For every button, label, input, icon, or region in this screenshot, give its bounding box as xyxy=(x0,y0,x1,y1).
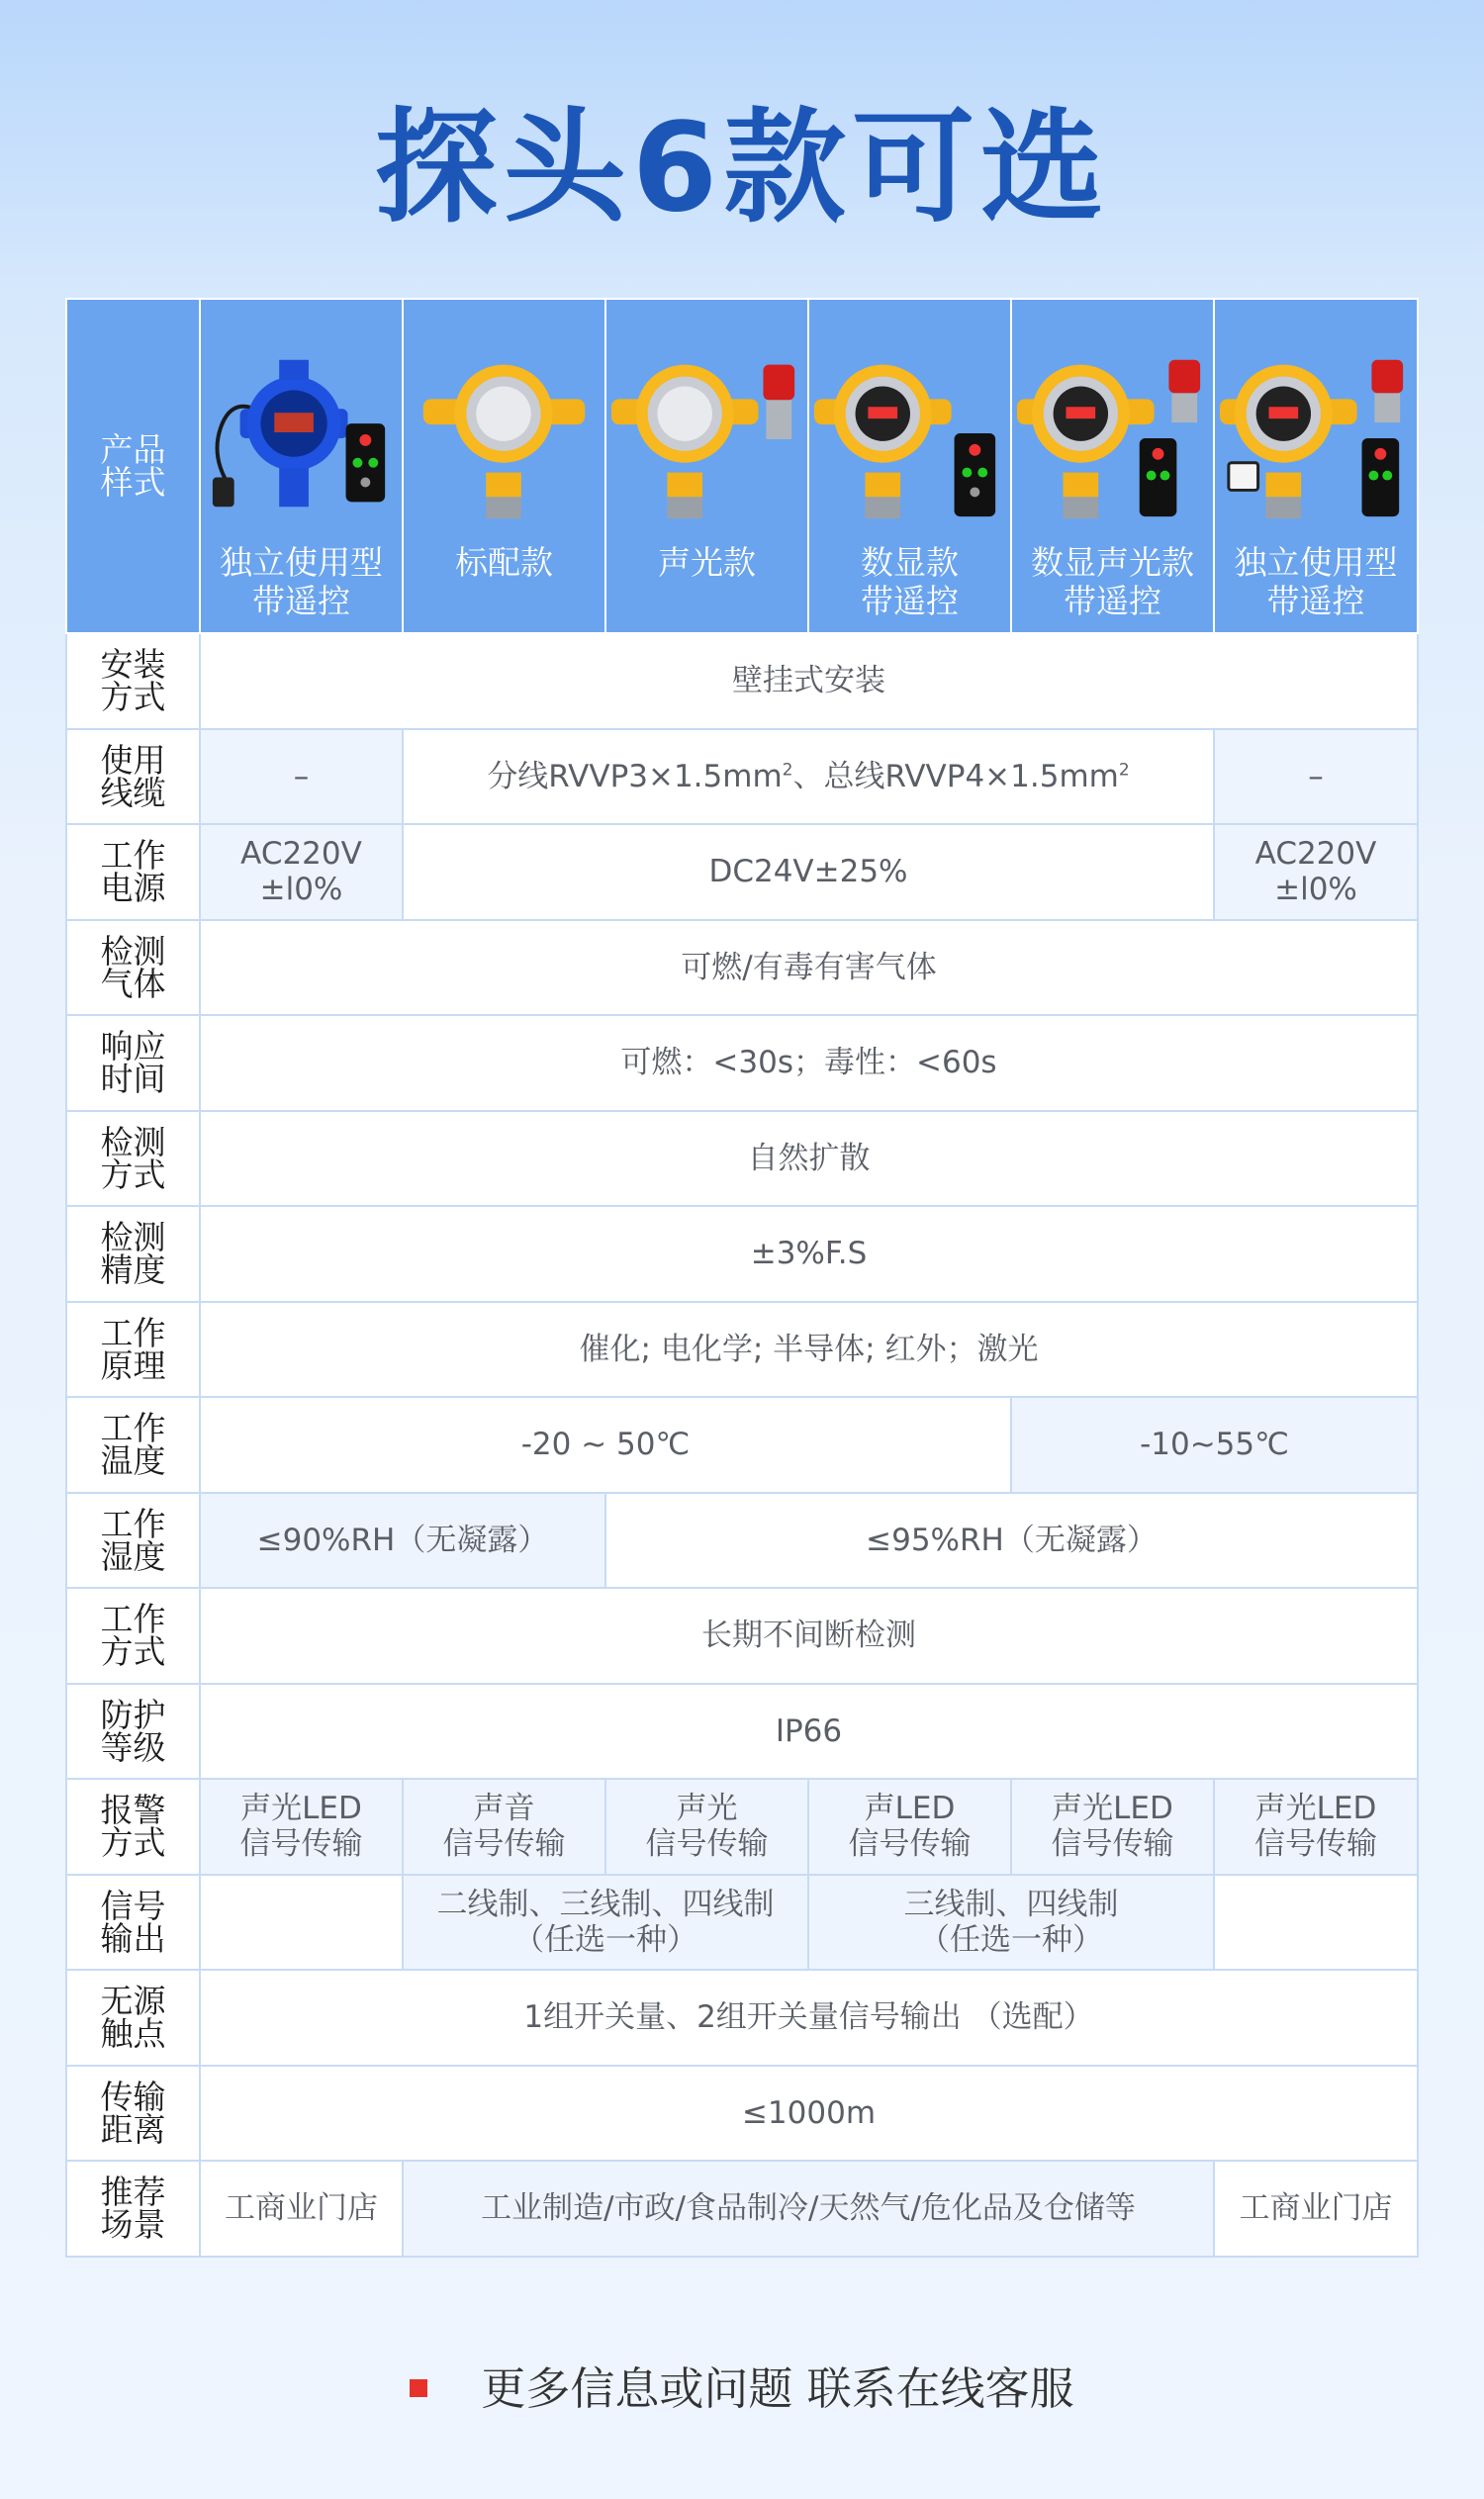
table-header-row xyxy=(66,299,1418,633)
table-row-cable xyxy=(66,729,1418,825)
row-value-middle: DC24V±25% xyxy=(403,824,1214,920)
row-label: 检测 方式 xyxy=(66,1111,200,1207)
row-value-right: -10~55℃ xyxy=(1011,1397,1418,1493)
temp-left-text: -20 ~ 50℃ xyxy=(520,1427,691,1463)
row-label: 工作 温度 xyxy=(66,1397,200,1493)
row-value: 催化; 电化学; 半导体; 红外；激光 xyxy=(200,1302,1418,1398)
row-label: 工作 湿度 xyxy=(66,1493,200,1589)
table-row-temperature xyxy=(66,1397,1418,1493)
product-cell xyxy=(1214,299,1418,633)
red-square-bullet-icon xyxy=(410,2379,427,2397)
table-row-scenario xyxy=(66,2161,1418,2257)
row-label: 防护 等级 xyxy=(66,1684,200,1780)
product-cell xyxy=(1011,299,1214,633)
table-row-power xyxy=(66,824,1418,920)
table-row-alarm xyxy=(66,1779,1418,1875)
row-value-middle: 工业制造/市政/食品制冷/天然气/危化品及仓储等 xyxy=(403,2161,1214,2257)
row-value: 可燃/有毒有害气体 xyxy=(200,920,1418,1016)
row-label: 响应 时间 xyxy=(66,1015,200,1111)
table-row-principle xyxy=(66,1302,1418,1398)
product-image-display-detector xyxy=(809,339,1010,527)
product-cell xyxy=(605,299,808,633)
product-image-alarm-light-detector xyxy=(606,339,807,527)
alarm-cell: 声LED 信号传输 xyxy=(808,1779,1011,1875)
row-value: 自然扩散 xyxy=(200,1111,1418,1207)
row-label: 无源 触点 xyxy=(66,1970,200,2066)
row-label: 信号 输出 xyxy=(66,1875,200,1971)
product-name: 声光款 xyxy=(658,543,756,582)
product-name: 数显声光款 带遥控 xyxy=(1031,543,1194,620)
product-cell xyxy=(200,299,403,633)
alarm-cell: 声音 信号传输 xyxy=(403,1779,605,1875)
table-row-contact xyxy=(66,1970,1418,2066)
row-value-middle-b: 三线制、四线制 （任选一种） xyxy=(808,1875,1214,1971)
row-value-left: AC220V ±l0% xyxy=(200,824,403,920)
row-label: 报警 方式 xyxy=(66,1779,200,1875)
header-label: 产品 样式 xyxy=(66,299,200,633)
row-value-left xyxy=(200,1397,1011,1493)
table-row-signal xyxy=(66,1875,1418,1971)
product-image-standard-detector xyxy=(404,339,604,527)
cable-text-a: 分线RVVP3×1.5mm xyxy=(487,758,783,794)
superscript: 2 xyxy=(1118,760,1130,781)
row-label: 安装 方式 xyxy=(66,633,200,729)
row-value: 1组开关量、2组开关量信号输出 （选配） xyxy=(200,1970,1418,2066)
product-name: 标配款 xyxy=(455,543,553,582)
product-cell xyxy=(808,299,1011,633)
alarm-cell: 声光LED 信号传输 xyxy=(1011,1779,1214,1875)
product-name: 独立使用型 带遥控 xyxy=(1234,543,1398,620)
superscript: 2 xyxy=(782,760,793,781)
row-label: 推荐 场景 xyxy=(66,2161,200,2257)
row-value-right: 工商业门店 xyxy=(1214,2161,1418,2257)
row-label: 检测 气体 xyxy=(66,920,200,1016)
row-label: 传输 距离 xyxy=(66,2066,200,2162)
alarm-cell: 声光LED 信号传输 xyxy=(200,1779,403,1875)
table-row-response xyxy=(66,1015,1418,1111)
table-row-accuracy xyxy=(66,1206,1418,1302)
row-value-left: ≤90%RH（无凝露） xyxy=(200,1493,605,1589)
row-label: 工作 方式 xyxy=(66,1588,200,1684)
table-row-method xyxy=(66,1111,1418,1207)
product-name: 独立使用型 带遥控 xyxy=(220,543,383,620)
row-value-middle xyxy=(403,729,1214,825)
row-value-left: – xyxy=(200,729,403,825)
row-value-right: AC220V ±l0% xyxy=(1214,824,1418,920)
product-name: 数显款 带遥控 xyxy=(861,543,959,620)
row-label: 工作 电源 xyxy=(66,824,200,920)
alarm-cell: 声光 信号传输 xyxy=(605,1779,808,1875)
row-value-right xyxy=(1214,1875,1418,1971)
row-value-right: ≤95%RH（无凝露） xyxy=(605,1493,1418,1589)
alarm-cell: 声光LED 信号传输 xyxy=(1214,1779,1418,1875)
product-cell xyxy=(403,299,605,633)
table-row-mode xyxy=(66,1588,1418,1684)
row-value-left xyxy=(200,1875,403,1971)
table-row-distance xyxy=(66,2066,1418,2162)
row-value: 可燃：<30s；毒性：<60s xyxy=(200,1015,1418,1111)
page-title: 探头6款可选 xyxy=(374,97,1110,239)
row-value-left: 工商业门店 xyxy=(200,2161,403,2257)
row-label: 检测 精度 xyxy=(66,1206,200,1302)
cable-text-b: 、总线RVVP4×1.5mm xyxy=(792,758,1119,794)
row-label: 使用 线缆 xyxy=(66,729,200,825)
row-value: 壁挂式安装 xyxy=(200,633,1418,729)
spec-table xyxy=(65,298,1419,2258)
table-row-gas xyxy=(66,920,1418,1016)
product-image-standalone-alarm-detector xyxy=(1215,339,1417,527)
row-value: ±3%F.S xyxy=(200,1206,1418,1302)
row-value: 长期不间断检测 xyxy=(200,1588,1418,1684)
row-value-right: – xyxy=(1214,729,1418,825)
footer-text: 更多信息或问题 联系在线客服 xyxy=(481,2362,1074,2415)
table-row-humidity xyxy=(66,1493,1418,1589)
row-value: ≤1000m xyxy=(200,2066,1418,2162)
table-row-install xyxy=(66,633,1418,729)
product-image-blue-detector xyxy=(201,339,402,527)
product-image-display-alarm-detector xyxy=(1012,339,1213,527)
row-label: 工作 原理 xyxy=(66,1302,200,1398)
row-value-middle-a: 二线制、三线制、四线制 （任选一种） xyxy=(403,1875,808,1971)
row-value: IP66 xyxy=(200,1684,1418,1780)
table-row-protection xyxy=(66,1684,1418,1780)
footer-contact xyxy=(0,2353,1484,2417)
